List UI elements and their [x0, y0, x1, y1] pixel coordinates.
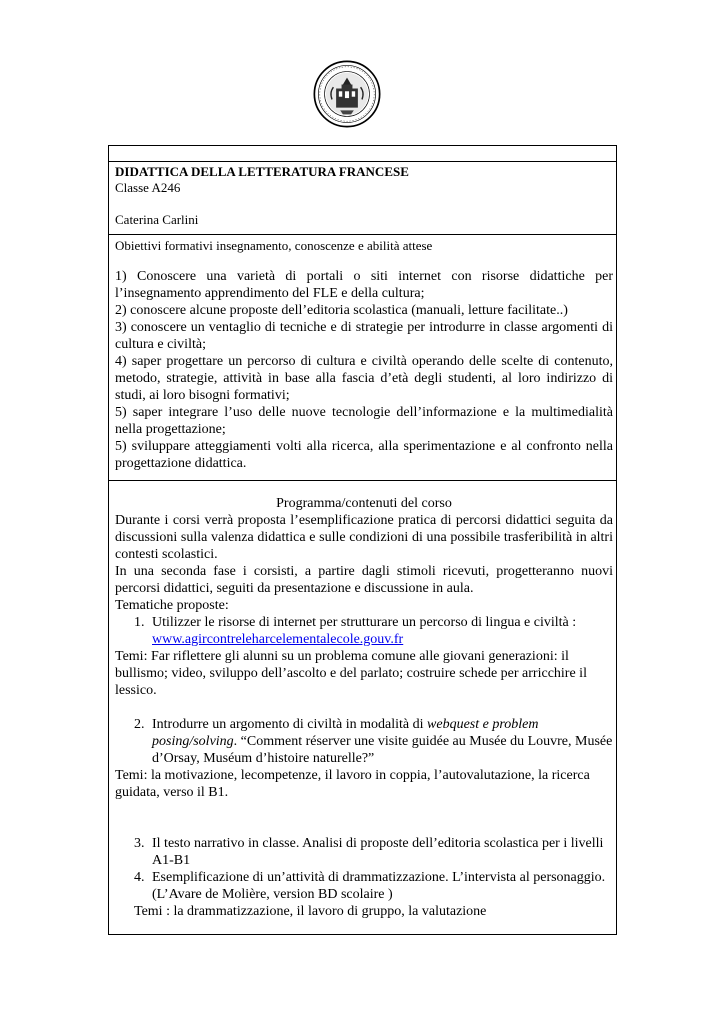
objective-item: 1) Conoscere una varietà di portali o siti internet con risorse didattiche per l’insegnamento apprendimento del FLE e della cultura; — [115, 269, 613, 301]
objective-item: 4) saper progettare un percorso di cultura e civiltà operando delle scelte di contenuto, metodo, strategie, attività in base alla fascia d’età degli studenti, al loro indirizzo di studi, ai loro bisogni formativi; — [115, 354, 613, 403]
objective-item: 5) saper integrare l’uso delle nuove tecnologie dell’informazione e la multimedialità nella progettazione; — [115, 405, 613, 437]
course-title: DIDATTICA DELLA LETTERATURA FRANCESE — [115, 164, 409, 179]
teacher-name: Caterina Carlini — [115, 212, 199, 227]
objective-item: 5) sviluppare atteggiamenti volti alla ricerca, alla sperimentazione e al confronto nella progettazione didattica. — [115, 439, 613, 471]
objectives-cell — [109, 235, 617, 481]
topic-item-3 — [115, 835, 613, 869]
university-seal-logo — [313, 60, 381, 128]
topic-text-pre: Introdurre un argomento di civiltà in modalità di — [152, 717, 428, 732]
topic-text-italic: webquest e problem posing/solving — [152, 717, 539, 749]
program-intro-2: In una seconda fase i corsisti, a partire dagli stimoli ricevuti, progetteranno nuovi percorsi didattici, seguiti da presentazione e discussione in aula. — [115, 564, 613, 596]
topic-item-4 — [115, 869, 613, 903]
header-row — [109, 162, 617, 235]
program-intro-1: Durante i corsi verrà proposta l’esemplificazione pratica di percorsi didattici seguita da discussioni sulla valenza didattica e sulle condizioni di una possibile trasferibilità in altri contesti scolastici. — [115, 513, 613, 562]
topic-2-themes: Temi: la motivazione, lecompetenze, il lavoro in coppia, l’autovalutazione, la ricerca guidata, verso il B1. — [115, 768, 590, 800]
objective-item: 2) conoscere alcune proposte dell’editoria scolastica (manuali, letture facilitate..) — [115, 303, 568, 318]
topic-number: 2. — [134, 717, 145, 732]
topic-number: 1. — [134, 615, 145, 630]
topic-1-themes: Temi: Far riflettere gli alunni su un problema comune alle giovani generazioni: il bullismo; video, sviluppo dell’ascolto e del parlato; costruire schede per arricchire il lessico. — [115, 649, 587, 698]
program-row — [109, 481, 617, 935]
empty-top-row — [109, 146, 617, 162]
header-cell — [109, 162, 617, 235]
topic-3-4-themes: Temi : la drammatizzazione, il lavoro di gruppo, la valutazione — [134, 904, 487, 919]
topic-number: 4. — [134, 870, 145, 885]
topic-item-2 — [115, 716, 613, 767]
program-title: Programma/contenuti del corso — [276, 496, 452, 511]
topic-text: Utilizzer le risorse di internet per strutturare un percorso di lingua e civiltà : — [152, 615, 577, 630]
resource-link[interactable]: www.agircontreleharcelementalecole.gouv.fr — [152, 632, 404, 647]
objectives-list — [115, 268, 613, 472]
topic-text: Il testo narrativo in classe. Analisi di proposte dell’editoria scolastica per i livelli A1-B1 — [152, 836, 604, 868]
objectives-heading: Obiettivi formativi insegnamento, conoscenze e abilità attese — [115, 238, 433, 253]
topic-number: 3. — [134, 836, 145, 851]
topic-item-1 — [115, 614, 613, 648]
topic-text-post: . “Comment réserver une visite guidée au Musée du Louvre, Musée d’Orsay, Muséum d’histoire naturelle?” — [152, 734, 613, 766]
objective-item: 3) conoscere un ventaglio di tecniche e di strategie per introdurre in classe argomenti di cultura e civiltà; — [115, 320, 613, 352]
course-class: Classe A246 — [115, 180, 181, 195]
topic-text: Esemplificazione di un’attività di drammatizzazione. L’intervista al personaggio. (L’Avare de Molière, version BD scolaire ) — [152, 870, 606, 902]
objectives-row — [109, 235, 617, 481]
document-table — [108, 145, 617, 935]
empty-cell — [109, 146, 617, 162]
program-cell — [109, 481, 617, 935]
topics-label: Tematiche proposte: — [115, 598, 229, 613]
